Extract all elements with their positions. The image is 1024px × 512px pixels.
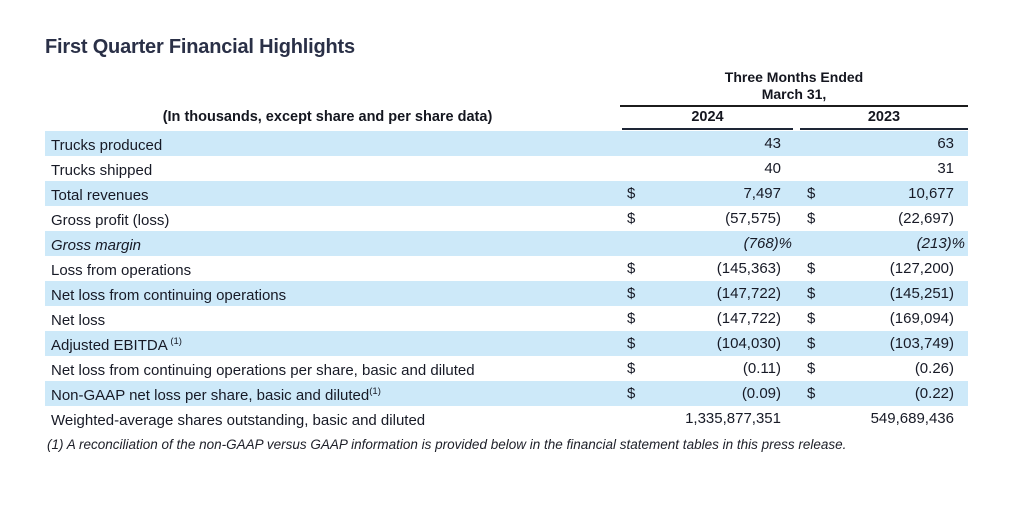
value-cell-2023 xyxy=(800,181,968,206)
dollar-2024: $ xyxy=(627,285,636,302)
value-2023: 10,677 xyxy=(908,185,954,202)
table-row xyxy=(45,181,968,206)
value-cell-2023 xyxy=(800,381,968,406)
column-rule-2024 xyxy=(622,128,793,130)
table-body xyxy=(45,131,968,431)
value-2024: (0.09) xyxy=(741,385,781,402)
value-2024: 43 xyxy=(764,135,781,152)
units-caption: (In thousands, except share and per share data) xyxy=(162,109,493,125)
value-cell-2023 xyxy=(800,231,968,256)
value-cell-2024 xyxy=(620,281,795,306)
table-row xyxy=(45,256,968,281)
table-row xyxy=(45,356,968,381)
table-row xyxy=(45,306,968,331)
period-header-line1: Three Months Ended xyxy=(724,69,864,85)
dollar-2023 xyxy=(807,131,817,156)
row-label: Net loss from continuing operations per share, basic and diluted xyxy=(51,362,475,379)
value-2024: 7,497 xyxy=(743,185,781,202)
value-2024: (104,030) xyxy=(716,335,781,352)
table-row xyxy=(45,156,968,181)
table-row xyxy=(45,331,968,356)
value-2023: 549,689,436 xyxy=(870,410,954,427)
dollar-2024: $ xyxy=(627,360,636,377)
dollar-2024: $ xyxy=(627,185,636,202)
period-header xyxy=(620,69,968,103)
value-2024: 1,335,877,351 xyxy=(685,410,781,427)
table-row xyxy=(45,131,968,156)
value-2023: (0.26) xyxy=(914,360,954,377)
value-2023: (169,094) xyxy=(889,310,954,327)
value-2024: (147,722) xyxy=(716,310,781,327)
value-cell-2023 xyxy=(800,256,968,281)
column-header-2023: 2023 xyxy=(867,109,901,125)
dollar-2024: $ xyxy=(627,385,636,402)
value-2024: (57,575) xyxy=(725,210,781,227)
value-cell-2024 xyxy=(620,331,795,356)
row-label: Non-GAAP net loss per share, basic and diluted xyxy=(51,387,370,404)
dollar-2023: $ xyxy=(807,310,816,327)
dollar-2023: $ xyxy=(807,260,816,277)
value-cell-2024 xyxy=(620,156,795,181)
value-cell-2024 xyxy=(620,256,795,281)
dollar-2023: $ xyxy=(807,285,816,302)
value-cell-2023 xyxy=(800,156,968,181)
value-cell-2023 xyxy=(800,406,968,431)
table-row xyxy=(45,381,968,406)
page-title: First Quarter Financial Highlights xyxy=(45,36,355,58)
row-label: Adjusted EBITDA xyxy=(51,337,168,354)
table-row xyxy=(45,406,968,431)
dollar-2023: $ xyxy=(807,210,816,227)
value-2023: 63 xyxy=(937,135,954,152)
dollar-2023: $ xyxy=(807,360,816,377)
column-header-2024: 2024 xyxy=(691,109,724,125)
row-label: Total revenues xyxy=(51,187,149,204)
value-cell-2024 xyxy=(620,206,795,231)
dollar-2024 xyxy=(627,231,637,256)
value-2023: (127,200) xyxy=(889,260,954,277)
dollar-2024 xyxy=(627,406,637,431)
dollar-2024: $ xyxy=(627,310,636,327)
value-cell-2023 xyxy=(800,331,968,356)
value-2023: 31 xyxy=(937,160,954,177)
value-2024: (145,363) xyxy=(716,260,781,277)
row-label-cell xyxy=(45,404,620,433)
dollar-2023 xyxy=(807,406,817,431)
dollar-2023: $ xyxy=(807,185,816,202)
dollar-2024 xyxy=(627,131,637,156)
value-cell-2024 xyxy=(620,181,795,206)
table-row xyxy=(45,281,968,306)
table-row xyxy=(45,206,968,231)
value-2023: (145,251) xyxy=(889,285,954,302)
dollar-2024: $ xyxy=(627,335,636,352)
row-label: Gross profit (loss) xyxy=(51,212,170,229)
value-cell-2024 xyxy=(620,131,795,156)
column-rule-2023 xyxy=(800,128,968,130)
value-2024: (147,722) xyxy=(716,285,781,302)
row-label: Loss from operations xyxy=(51,262,192,279)
row-label: Net loss xyxy=(51,312,106,329)
dollar-2024: $ xyxy=(627,260,636,277)
financial-highlights-table xyxy=(45,68,968,452)
value-2024: 40 xyxy=(764,160,781,177)
dollar-2023: $ xyxy=(807,335,816,352)
row-label-sup: (1) xyxy=(167,336,182,347)
value-2023: (22,697) xyxy=(898,210,954,227)
row-label: Weighted-average shares outstanding, basic and diluted xyxy=(51,412,426,429)
value-cell-2024 xyxy=(620,231,795,256)
row-label: Net loss from continuing operations xyxy=(51,287,287,304)
value-2023: (213)% xyxy=(916,235,965,252)
value-2024: (768)% xyxy=(743,235,792,252)
row-label: Gross margin xyxy=(51,237,142,254)
dollar-2023 xyxy=(807,231,817,256)
value-cell-2023 xyxy=(800,281,968,306)
row-label-sup: (1) xyxy=(369,386,381,397)
footnote: (1) A reconciliation of the non-GAAP versus GAAP information is provided below in the financial statement tables in this press release. xyxy=(47,437,847,452)
value-cell-2024 xyxy=(620,381,795,406)
value-cell-2023 xyxy=(800,206,968,231)
dollar-2024: $ xyxy=(627,210,636,227)
period-header-line2: March 31, xyxy=(761,86,827,102)
value-cell-2023 xyxy=(800,131,968,156)
value-cell-2023 xyxy=(800,356,968,381)
value-2024: (0.11) xyxy=(742,360,781,377)
dollar-2023 xyxy=(807,156,817,181)
dollar-2024 xyxy=(627,156,637,181)
dollar-2023: $ xyxy=(807,385,816,402)
value-cell-2024 xyxy=(620,406,795,431)
period-header-rule xyxy=(620,105,968,107)
value-cell-2023 xyxy=(800,306,968,331)
value-2023: (103,749) xyxy=(889,335,954,352)
value-2023: (0.22) xyxy=(914,385,954,402)
value-cell-2024 xyxy=(620,306,795,331)
row-label: Trucks produced xyxy=(51,137,163,154)
row-label: Trucks shipped xyxy=(51,162,153,179)
table-row xyxy=(45,231,968,256)
value-cell-2024 xyxy=(620,356,795,381)
table-header xyxy=(45,68,968,131)
